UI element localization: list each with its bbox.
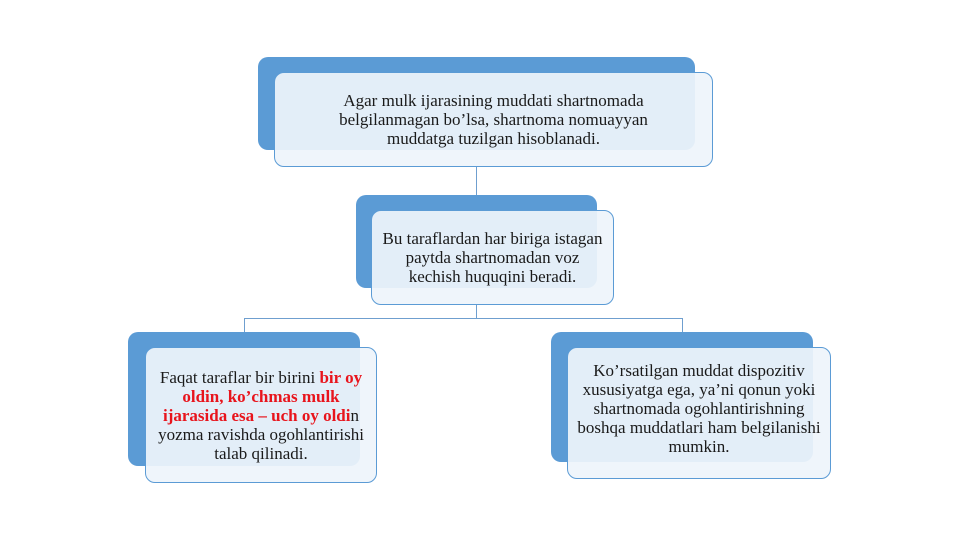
right-node-text: Ko’rsatilgan muddat dispozitiv xususiyatga ega, ya’ni qonun yoki shartnomada ogohlantirishning boshqa muddatlari ham belgilanishi mumkin. — [577, 360, 821, 456]
top-node-text: Agar mulk ijarasining muddati shartnomada belgilanmagan bo’lsa, shartnoma nomuayyan muddatga tuzilgan hisoblanadi. — [339, 91, 648, 148]
connector-right-drop — [682, 318, 683, 333]
middle-node-text: Bu taraflardan har biriga istagan paytda shartnomadan voz kechish huquqini beradi. — [382, 229, 603, 286]
connector-horizontal — [244, 318, 683, 319]
top-node — [274, 72, 713, 167]
connector-top-middle — [476, 166, 477, 196]
middle-node — [371, 210, 614, 305]
left-node-text-highlight: bir oy oldin, ko’chmas mulk ijarasida esa – uch oy oldi — [163, 367, 363, 425]
right-node — [567, 347, 831, 479]
left-node-text-plain-end: n yozma ravishda ogohlantirishi talab qilinadi. — [158, 405, 364, 463]
left-node — [145, 347, 377, 483]
left-node-text-plain-start: Faqat taraflar bir birini — [159, 367, 320, 387]
connector-left-drop — [244, 318, 245, 333]
connector-middle-down — [476, 304, 477, 318]
left-node-text — [154, 368, 369, 463]
